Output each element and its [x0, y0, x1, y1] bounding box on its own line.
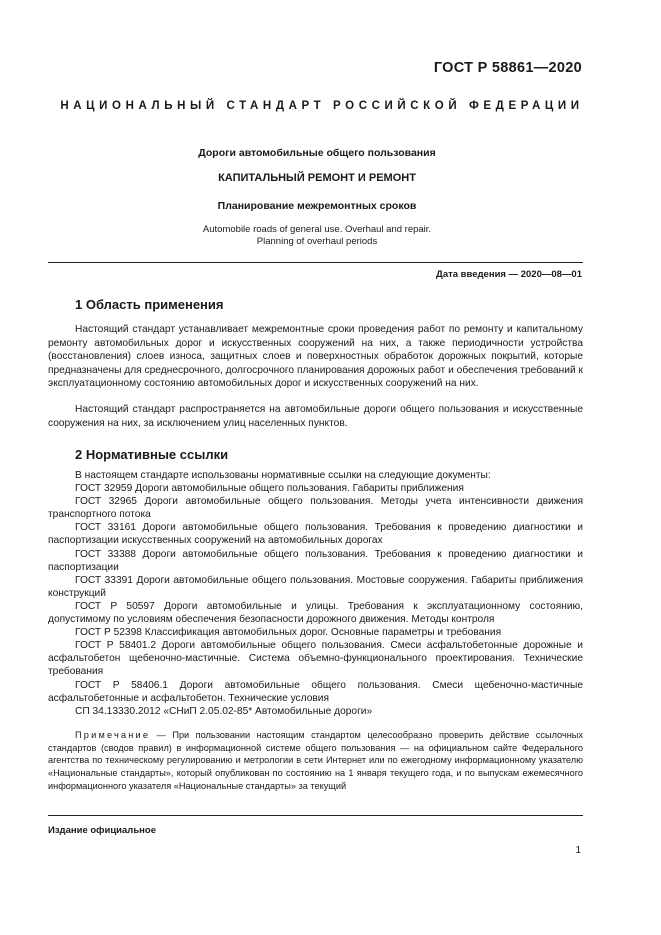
reference-item: ГОСТ Р 58406.1 Дороги автомобильные общего пользования. Смеси щебеночно-мастичные асфальтобетонные и асфальтобетон. Технические условия	[48, 679, 583, 704]
english-title-line-2: Planning of overhaul periods	[256, 236, 378, 247]
note-text: — При пользовании настоящим стандартом целесообразно проверить действие ссылочных стандартов (сводов правил) в информационной системе общего пользования — на официальном сайте Федерального агентства по техническому регулированию и метрологии в сети Интернет или по ежегодному информационному указателю «Национальные стандарты», который опубликован по состоянию на 1 января текущего года, и по выпускам ежемесячного информационного указателя «Национальные стандарты» за текущий	[48, 730, 583, 791]
paragraph-text: Настоящий стандарт устанавливает межремонтные сроки проведения работ по ремонту и капитальному ремонту автомобильных дорог и искусственных сооружений на них, а также периодичности устройства (восстановления) слоев износа, защитных слоев и поверхностных обработок дорожных покрытий, которые предназначены для среднесрочного, долгосрочного планирования дорожных работ и обеспечения требований к эксплуатационному состоянию автомобильных дорог и искусственных сооружений на них.	[48, 324, 583, 390]
note-paragraph	[48, 729, 583, 793]
reference-item: ГОСТ 32965 Дороги автомобильные общего пользования. Методы учета интенсивности движения транспортного потока	[48, 496, 583, 521]
english-title-line-1: Automobile roads of general use. Overhaul and repair.	[202, 224, 432, 235]
reference-item: ГОСТ Р 58401.2 Дороги автомобильные общего пользования. Смеси асфальтобетонные дорожные и асфальтобетон щебеночно-мастичные. Система объемно-функционального проектирования. Технические требования	[48, 640, 583, 678]
paragraph-text: Настоящий стандарт распространяется на автомобильные дороги общего пользования и искусственные сооружения на них, за исключением улиц населенных пунктов.	[48, 404, 583, 429]
title-line-1: Дороги автомобильные общего пользования	[198, 147, 436, 159]
section-1-paragraph-1	[48, 323, 583, 391]
reference-intro: В настоящем стандарте использованы нормативные ссылки на следующие документы:	[75, 470, 491, 481]
reference-item: ГОСТ 33161 Дороги автомобильные общего пользования. Требования к проведению диагностики и паспортизации искусственных сооружений на автомобильных дорогах	[48, 522, 583, 547]
introduction-date: Дата введения — 2020—08—01	[436, 269, 582, 280]
reference-item: ГОСТ 33391 Дороги автомобильные общего пользования. Мостовые сооружения. Габариты приближения конструкций	[48, 574, 583, 599]
title-line-2: КАПИТАЛЬНЫЙ РЕМОНТ И РЕМОНТ	[218, 172, 416, 184]
section-2-heading: 2 Нормативные ссылки	[75, 447, 229, 462]
page-number: 1	[575, 845, 581, 856]
reference-item: ГОСТ Р 50597 Дороги автомобильные и улицы. Требования к эксплуатационному состоянию, допустимому по условиям обеспечения безопасности дорожного движения. Методы контроля	[48, 600, 583, 626]
national-standard-banner: НАЦИОНАЛЬНЫЙ СТАНДАРТ РОССИЙСКОЙ ФЕДЕРАЦИИ	[60, 100, 584, 112]
title-line-3: Планирование межремонтных сроков	[217, 200, 417, 212]
reference-item: СП 34.13330.2012 «СНиП 2.05.02-85* Автомобильные дороги»	[75, 705, 373, 717]
normative-references-list	[48, 469, 583, 718]
section-1-heading: 1 Область применения	[75, 297, 224, 312]
section-1-paragraph-2	[48, 403, 583, 430]
reference-item: ГОСТ 32959 Дороги автомобильные общего пользования. Габариты приближения	[75, 483, 464, 495]
footer-divider	[48, 815, 583, 816]
document-code: ГОСТ Р 58861—2020	[433, 60, 582, 76]
reference-item: ГОСТ 33388 Дороги автомобильные общего пользования. Требования к проведению диагностики и паспортизации	[48, 548, 583, 573]
reference-item: ГОСТ Р 52398 Классификация автомобильных дорог. Основные параметры и требования	[75, 627, 502, 639]
official-edition-label: Издание официальное	[48, 825, 156, 836]
note-label: Примечание	[75, 730, 151, 740]
header-divider	[48, 262, 583, 263]
